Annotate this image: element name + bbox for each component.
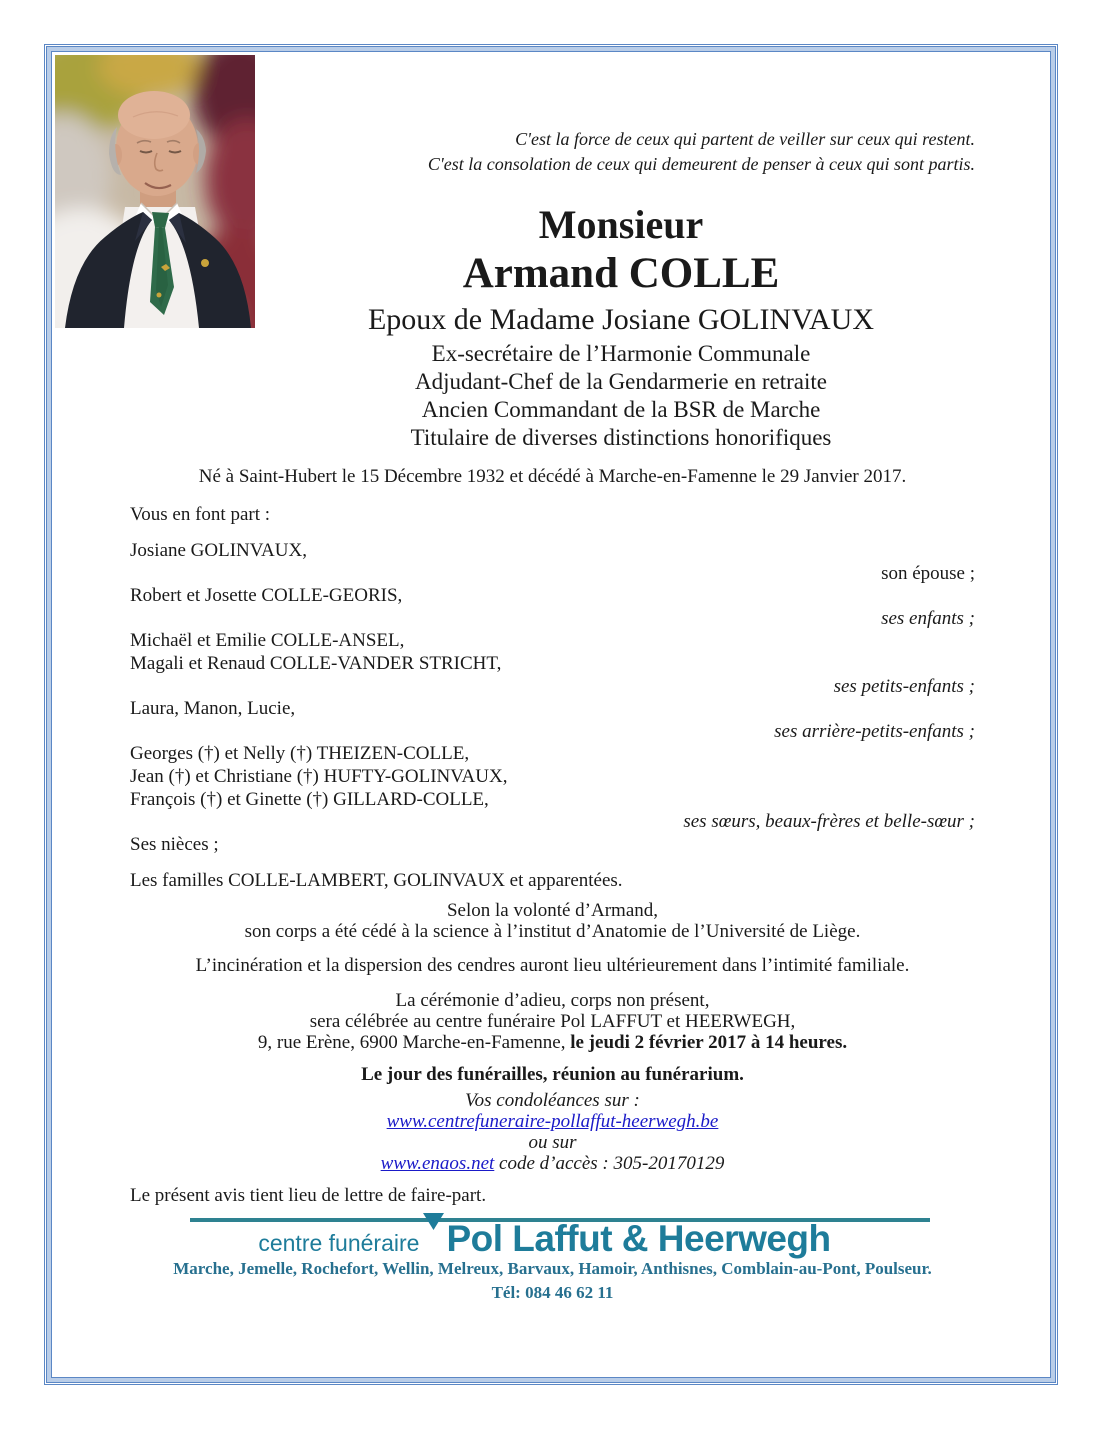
family-relation-label: son épouse ; [881, 562, 975, 584]
farewell-line-3-datetime: le jeudi 2 février 2017 à 14 heures. [570, 1032, 848, 1054]
family-name-line: Josiane GOLINVAUX, [130, 540, 307, 561]
family-relation-label: ses arrière-petits-enfants ; [774, 720, 975, 742]
funeral-home-logo [122, 1218, 967, 1260]
family-relation-label: ses petits-enfants ; [833, 675, 975, 697]
family-name-line: Ses nièces ; [130, 833, 219, 855]
enaos-link[interactable]: www.enaos.net [380, 1153, 495, 1175]
access-code-text: code d’accès : 305-20170129 [494, 1153, 725, 1175]
footer-phone: Tél: 084 46 62 11 [491, 1283, 614, 1303]
family-name-line: Jean (†) et Christiane (†) HUFTY-GOLINVAUX, [130, 765, 508, 787]
header-roles [267, 340, 975, 452]
family-relation-label: ses enfants ; [881, 607, 975, 629]
will-line-1: Selon la volonté d’Armand, [446, 900, 659, 922]
farewell-line-1: La cérémonie d’adieu, corps non présent, [395, 990, 710, 1012]
triangle-logo-icon [423, 1213, 444, 1235]
announcement-body [130, 466, 975, 1303]
brand-name: Pol Laffut & Heerwegh [446, 1218, 831, 1260]
family-name-line: Robert et Josette COLLE-GEORIS, [130, 585, 403, 607]
family-name-line: François (†) et Ginette (†) GILLARD-COLLE, [130, 788, 489, 810]
brand-prefix: centre funéraire [258, 1230, 420, 1257]
condolences-block [130, 1090, 975, 1174]
spouse-line: Epoux de Madame Josiane GOLINVAUX [367, 303, 874, 336]
farewell-line-2: sera célébrée au centre funéraire Pol LAFFUT et HEERWEGH, [309, 1011, 796, 1033]
header-role-line: Adjudant-Chef de la Gendarmerie en retraite [415, 369, 827, 394]
farewell-paragraph [130, 990, 975, 1053]
family-name-line: Laura, Manon, Lucie, [130, 698, 296, 720]
deceased-name: Armand COLLE [462, 250, 780, 297]
condolences-intro: Vos condoléances sur : [465, 1090, 640, 1112]
family-name-line: Magali et Renaud COLLE-VANDER STRICHT, [130, 652, 502, 674]
footer-cities-line: Marche, Jemelle, Rochefort, Wellin, Melreux, Barvaux, Hamoir, Anthisnes, Comblain-au-Pont, Poulseur. [173, 1259, 932, 1279]
header-role-line: Titulaire de diverses distinctions honorifiques [410, 425, 832, 450]
family-relation-label: ses sœurs, beaux-frères et belle-sœur ; [683, 811, 975, 833]
quote-line-2: C'est la consolation de ceux qui demeurent de penser à ceux qui sont partis. [427, 154, 975, 174]
funeral-home-website-link[interactable]: www.centrefuneraire-pollaffut-heerwegh.be [386, 1111, 719, 1133]
life-dates-line: Né à Saint-Hubert le 15 Décembre 1932 et décédé à Marche-en-Famenne le 29 Janvier 2017. [198, 466, 907, 487]
families-line: Les familles COLLE-LAMBERT, GOLINVAUX et apparentées. [130, 870, 623, 892]
header-role-line: Ancien Commandant de la BSR de Marche [421, 397, 821, 422]
farewell-line-3-address: 9, rue Erène, 6900 Marche-en-Famenne, [257, 1032, 571, 1054]
opening-quote [428, 127, 975, 177]
condolences-or: ou sur [528, 1132, 577, 1154]
family-list [130, 540, 975, 856]
farewell-line-3 [130, 1032, 975, 1053]
header-role-line: Ex-secrétaire de l’Harmonie Communale [431, 341, 811, 366]
family-name-line: Georges (†) et Nelly (†) THEIZEN-COLLE, [130, 743, 470, 765]
will-paragraph [130, 900, 975, 942]
cremation-line: L’incinération et la dispersion des cendres auront lieu ultérieurement dans l’intimité familiale. [195, 955, 910, 977]
faire-part-notice: Le présent avis tient lieu de lettre de faire-part. [130, 1185, 487, 1207]
family-name-line: Michaël et Emilie COLLE-ANSEL, [130, 630, 405, 652]
quote-line-1: C'est la force de ceux qui partent de veiller sur ceux qui restent. [515, 129, 975, 149]
will-line-2: son corps a été cédé à la science à l’institut d’Anatomie de l’Université de Liège. [244, 921, 861, 943]
announcement-intro: Vous en font part : [130, 504, 271, 525]
salutation: Monsieur [538, 202, 704, 247]
deceased-titles [267, 201, 975, 452]
portrait-photo [55, 55, 255, 328]
funeral-note: Le jour des funérailles, réunion au funérarium. [361, 1064, 744, 1086]
